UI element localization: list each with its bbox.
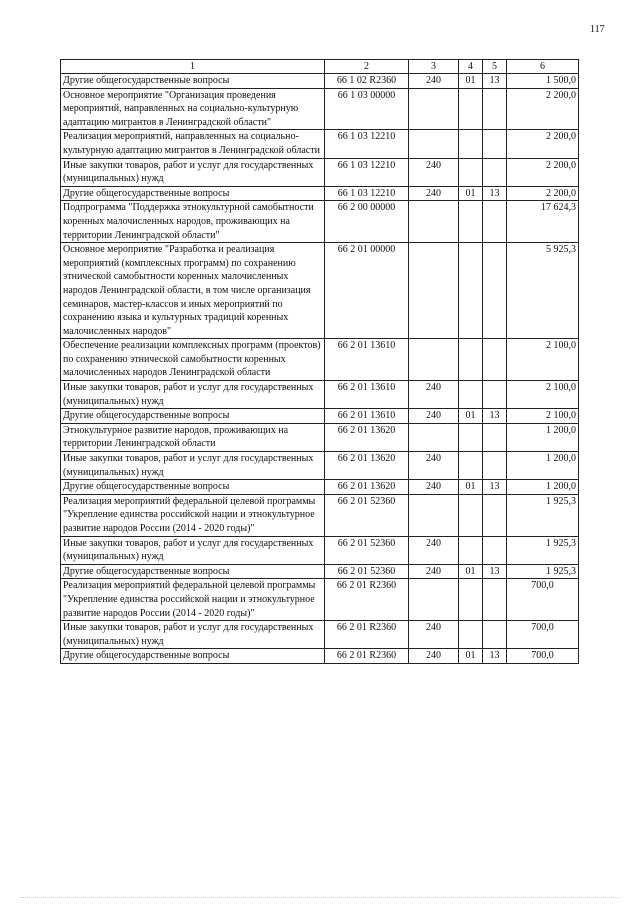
row-kvr-cell: 240 — [409, 74, 459, 89]
row-pr-cell — [483, 201, 507, 243]
row-rz-cell: 01 — [459, 480, 483, 495]
row-sum-cell: 700,0 — [507, 649, 579, 664]
table-row — [61, 409, 579, 424]
row-sum-cell: 1 200,0 — [507, 423, 579, 451]
row-sum-cell: 2 100,0 — [507, 381, 579, 409]
row-rz-cell: 01 — [459, 649, 483, 664]
row-code-cell: 66 2 00 00000 — [325, 201, 409, 243]
row-code-cell: 66 2 01 13610 — [325, 409, 409, 424]
row-code-cell: 66 2 01 R2360 — [325, 579, 409, 621]
row-kvr-cell — [409, 130, 459, 158]
row-name-cell: Реализация мероприятий, направленных на социально-культурную адаптацию мигрантов в Ленинградской области — [61, 130, 325, 158]
row-name-cell: Иные закупки товаров, работ и услуг для государственных (муниципальных) нужд — [61, 452, 325, 480]
row-kvr-cell — [409, 579, 459, 621]
row-pr-cell: 13 — [483, 186, 507, 201]
row-rz-cell — [459, 158, 483, 186]
row-sum-cell: 17 624,3 — [507, 201, 579, 243]
row-pr-cell — [483, 158, 507, 186]
row-name-cell: Другие общегосударственные вопросы — [61, 74, 325, 89]
row-kvr-cell: 240 — [409, 621, 459, 649]
table-row — [61, 243, 579, 339]
row-pr-cell — [483, 423, 507, 451]
row-sum-cell: 2 200,0 — [507, 158, 579, 186]
row-name-cell: Иные закупки товаров, работ и услуг для государственных (муниципальных) нужд — [61, 158, 325, 186]
table-body — [61, 74, 579, 664]
row-code-cell: 66 1 03 12210 — [325, 130, 409, 158]
table-row — [61, 381, 579, 409]
row-kvr-cell: 240 — [409, 452, 459, 480]
row-rz-cell — [459, 579, 483, 621]
row-sum-cell: 2 200,0 — [507, 88, 579, 130]
row-rz-cell — [459, 494, 483, 536]
scan-edge — [20, 897, 620, 900]
table-row — [61, 130, 579, 158]
row-rz-cell: 01 — [459, 564, 483, 579]
row-pr-cell — [483, 536, 507, 564]
row-sum-cell: 5 925,3 — [507, 243, 579, 339]
row-code-cell: 66 2 01 52360 — [325, 564, 409, 579]
row-pr-cell — [483, 243, 507, 339]
row-kvr-cell: 240 — [409, 649, 459, 664]
header-col-2: 2 — [325, 60, 409, 74]
row-code-cell: 66 1 03 12210 — [325, 186, 409, 201]
row-code-cell: 66 2 01 R2360 — [325, 649, 409, 664]
row-pr-cell — [483, 130, 507, 158]
row-kvr-cell: 240 — [409, 381, 459, 409]
row-kvr-cell: 240 — [409, 564, 459, 579]
header-col-3: 3 — [409, 60, 459, 74]
row-sum-cell: 2 100,0 — [507, 339, 579, 381]
row-pr-cell: 13 — [483, 564, 507, 579]
row-pr-cell — [483, 339, 507, 381]
row-kvr-cell: 240 — [409, 536, 459, 564]
row-sum-cell: 700,0 — [507, 579, 579, 621]
row-pr-cell — [483, 452, 507, 480]
row-rz-cell — [459, 621, 483, 649]
row-sum-cell: 2 200,0 — [507, 130, 579, 158]
header-col-5: 5 — [483, 60, 507, 74]
header-col-4: 4 — [459, 60, 483, 74]
row-code-cell: 66 2 01 52360 — [325, 536, 409, 564]
row-kvr-cell: 240 — [409, 158, 459, 186]
table-row — [61, 649, 579, 664]
row-pr-cell — [483, 621, 507, 649]
row-name-cell: Основное мероприятие "Разработка и реализация мероприятий (комплексных программ) по сохранению этнической самобытности коренных малочисленных народов Ленинградской области, в том числе организация семинаров, мастер-классов и иных мероприятий по сохранению языка и культурных традиций коренных малочисленных народов" — [61, 243, 325, 339]
row-sum-cell: 2 200,0 — [507, 186, 579, 201]
table-row — [61, 579, 579, 621]
row-pr-cell: 13 — [483, 409, 507, 424]
row-rz-cell — [459, 88, 483, 130]
row-pr-cell — [483, 88, 507, 130]
row-kvr-cell: 240 — [409, 480, 459, 495]
row-sum-cell: 1 925,3 — [507, 494, 579, 536]
row-kvr-cell: 240 — [409, 186, 459, 201]
table-row — [61, 423, 579, 451]
header-row — [61, 60, 579, 74]
row-rz-cell: 01 — [459, 74, 483, 89]
row-code-cell: 66 2 01 R2360 — [325, 621, 409, 649]
row-name-cell: Иные закупки товаров, работ и услуг для государственных (муниципальных) нужд — [61, 621, 325, 649]
row-code-cell: 66 2 01 13620 — [325, 480, 409, 495]
row-kvr-cell — [409, 201, 459, 243]
row-sum-cell: 1 200,0 — [507, 480, 579, 495]
row-pr-cell: 13 — [483, 74, 507, 89]
row-sum-cell: 2 100,0 — [507, 409, 579, 424]
row-name-cell: Другие общегосударственные вопросы — [61, 649, 325, 664]
row-code-cell: 66 2 01 13610 — [325, 381, 409, 409]
row-kvr-cell — [409, 423, 459, 451]
row-rz-cell — [459, 243, 483, 339]
row-name-cell: Иные закупки товаров, работ и услуг для государственных (муниципальных) нужд — [61, 536, 325, 564]
row-rz-cell — [459, 423, 483, 451]
row-sum-cell: 1 925,3 — [507, 564, 579, 579]
table-row — [61, 74, 579, 89]
table-row — [61, 536, 579, 564]
header-col-1: 1 — [61, 60, 325, 74]
row-name-cell: Основное мероприятие "Организация проведения мероприятий, направленных на социально-культурную адаптацию мигрантов в Ленинградской области" — [61, 88, 325, 130]
table-row — [61, 88, 579, 130]
row-code-cell: 66 1 03 12210 — [325, 158, 409, 186]
table-header — [61, 60, 579, 74]
row-kvr-cell — [409, 494, 459, 536]
table-row — [61, 621, 579, 649]
table-row — [61, 201, 579, 243]
row-code-cell: 66 2 01 13620 — [325, 423, 409, 451]
budget-table — [60, 59, 579, 664]
row-kvr-cell: 240 — [409, 409, 459, 424]
row-rz-cell — [459, 130, 483, 158]
row-name-cell: Другие общегосударственные вопросы — [61, 409, 325, 424]
table-row — [61, 186, 579, 201]
row-pr-cell: 13 — [483, 649, 507, 664]
row-sum-cell: 1 500,0 — [507, 74, 579, 89]
table-row — [61, 339, 579, 381]
row-name-cell: Подпрограмма "Поддержка этнокультурной самобытности коренных малочисленных народов, проживающих на территории Ленинградской области" — [61, 201, 325, 243]
row-rz-cell — [459, 381, 483, 409]
row-rz-cell — [459, 452, 483, 480]
row-kvr-cell — [409, 88, 459, 130]
row-code-cell: 66 2 01 00000 — [325, 243, 409, 339]
header-col-6: 6 — [507, 60, 579, 74]
row-code-cell: 66 2 01 13620 — [325, 452, 409, 480]
row-name-cell: Другие общегосударственные вопросы — [61, 480, 325, 495]
row-pr-cell — [483, 494, 507, 536]
table-row — [61, 480, 579, 495]
row-sum-cell: 1 925,3 — [507, 536, 579, 564]
row-name-cell: Обеспечение реализации комплексных программ (проектов) по сохранению этнической самобытности коренных малочисленных народов Ленинградской области — [61, 339, 325, 381]
row-code-cell: 66 2 01 52360 — [325, 494, 409, 536]
row-code-cell: 66 1 03 00000 — [325, 88, 409, 130]
table-row — [61, 494, 579, 536]
row-name-cell: Реализация мероприятий федеральной целевой программы "Укрепление единства российской нации и этнокультурное развитие народов России (2014 - 2020 годы)" — [61, 579, 325, 621]
row-pr-cell — [483, 381, 507, 409]
row-name-cell: Реализация мероприятий федеральной целевой программы "Укрепление единства российской нации и этнокультурное развитие народов России (2014 - 2020 годы)" — [61, 494, 325, 536]
row-sum-cell: 700,0 — [507, 621, 579, 649]
row-rz-cell — [459, 201, 483, 243]
page-number: 117 — [590, 24, 605, 35]
row-name-cell: Этнокультурное развитие народов, проживающих на территории Ленинградской области — [61, 423, 325, 451]
row-kvr-cell — [409, 243, 459, 339]
row-name-cell: Другие общегосударственные вопросы — [61, 186, 325, 201]
row-code-cell: 66 2 01 13610 — [325, 339, 409, 381]
row-sum-cell: 1 200,0 — [507, 452, 579, 480]
row-kvr-cell — [409, 339, 459, 381]
row-pr-cell: 13 — [483, 480, 507, 495]
table-row — [61, 158, 579, 186]
row-pr-cell — [483, 579, 507, 621]
table-row — [61, 564, 579, 579]
table-row — [61, 452, 579, 480]
row-rz-cell — [459, 339, 483, 381]
row-rz-cell: 01 — [459, 409, 483, 424]
row-code-cell: 66 1 02 R2360 — [325, 74, 409, 89]
row-rz-cell: 01 — [459, 186, 483, 201]
row-name-cell: Иные закупки товаров, работ и услуг для государственных (муниципальных) нужд — [61, 381, 325, 409]
row-name-cell: Другие общегосударственные вопросы — [61, 564, 325, 579]
row-rz-cell — [459, 536, 483, 564]
